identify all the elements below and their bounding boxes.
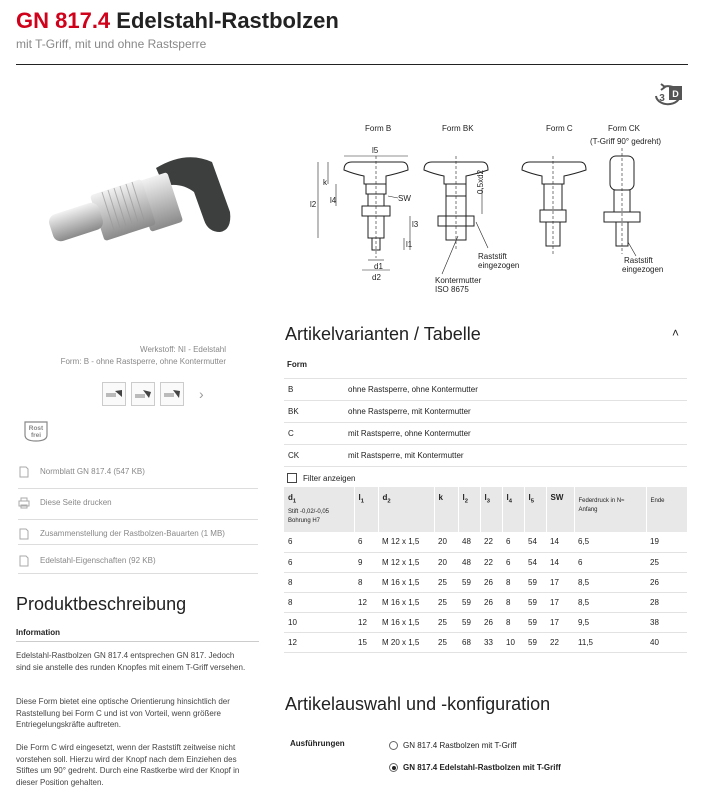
page-title <box>16 8 339 34</box>
table-cell: 11,5 <box>574 632 646 652</box>
product-name: Edelstahl-Rastbolzen <box>116 8 339 33</box>
table-cell: 59 <box>524 592 546 612</box>
column-header[interactable] <box>524 487 546 532</box>
description-paragraph-2: Diese Form bietet eine optische Orientierung hinsichtlich der Raststellung bei Form C und ist von Vorteil, wenn größere Entriegelungskräfte auftreten. <box>16 697 230 729</box>
form-table-body <box>284 379 687 467</box>
table-cell: 14 <box>546 552 574 572</box>
table-cell: 25 <box>434 612 458 632</box>
column-symbol: l <box>528 493 531 502</box>
option-radio[interactable] <box>389 741 398 750</box>
table-cell: 25 <box>434 572 458 592</box>
product-form: Form: B - ohne Rastsperre, ohne Kontermutter <box>60 357 226 366</box>
table-cell: 8,5 <box>574 572 646 592</box>
option-radio-selected[interactable] <box>389 763 398 772</box>
filter-checkbox[interactable] <box>287 473 297 483</box>
dim-l5: l5 <box>372 146 379 155</box>
doclink-edelstahl[interactable] <box>18 545 258 574</box>
column-subscript: 2 <box>387 498 391 505</box>
doclink-label: Normblatt GN 817.4 (547 KB) <box>40 467 145 476</box>
column-subscript: 3 <box>486 498 490 505</box>
table-cell: M 16 x 1,5 <box>378 592 434 612</box>
technical-drawing <box>292 118 688 302</box>
column-subscript: 1 <box>292 498 297 505</box>
dim-l1: l1 <box>406 240 413 249</box>
table-row[interactable] <box>284 632 687 652</box>
callout-raststift-1: Raststift <box>478 252 507 261</box>
table-cell: 38 <box>646 612 687 632</box>
table-cell: 6 <box>502 552 524 572</box>
column-symbol: l <box>506 493 509 502</box>
table-cell: 54 <box>524 552 546 572</box>
table-cell: 48 <box>458 552 480 572</box>
variants-table <box>284 487 687 653</box>
table-cell: 14 <box>546 532 574 552</box>
svg-text:3: 3 <box>659 93 665 104</box>
table-cell: 59 <box>458 572 480 592</box>
table-cell: 6 <box>284 552 354 572</box>
column-symbol: d <box>288 493 293 502</box>
pdf-file-icon <box>18 466 30 478</box>
callout-eingezogen-2: eingezogen <box>622 265 664 274</box>
column-symbol: l <box>358 493 361 502</box>
column-header[interactable] <box>480 487 502 532</box>
table-cell: 26 <box>480 592 502 612</box>
column-header[interactable] <box>378 487 434 532</box>
column-header[interactable] <box>546 487 574 532</box>
option-edelstahl-rastbolzen[interactable] <box>389 763 561 772</box>
doclink-normblatt[interactable] <box>18 464 258 489</box>
table-cell: 22 <box>480 552 502 572</box>
doclink-label: Zusammenstellung der Rastbolzen-Bauarten (1 MB) <box>40 529 225 538</box>
form-row <box>284 379 687 401</box>
table-row[interactable] <box>284 592 687 612</box>
column-header[interactable] <box>354 487 378 532</box>
table-cell: 59 <box>524 572 546 592</box>
callout-kontermutter: Kontermutter <box>435 276 482 285</box>
table-row[interactable] <box>284 572 687 592</box>
thumbnail-3-image <box>162 388 182 400</box>
produktbeschreibung-heading: Produktbeschreibung <box>16 594 187 614</box>
column-header[interactable] <box>458 487 480 532</box>
callout-raststift-2: Raststift <box>624 256 653 265</box>
form-description: mit Rastsperre, mit Kontermutter <box>344 445 687 467</box>
column-header[interactable] <box>284 487 354 532</box>
3d-view-icon[interactable] <box>651 82 685 108</box>
thumbnail-2[interactable] <box>131 382 155 406</box>
table-cell: 59 <box>524 612 546 632</box>
rostfrei-text-1: Rost <box>28 425 44 432</box>
table-cell: 20 <box>434 552 458 572</box>
table-cell: M 12 x 1,5 <box>378 552 434 572</box>
artikelvarianten-heading: Artikelvarianten / Tabelle <box>285 324 481 344</box>
artikelauswahl-heading: Artikelauswahl und -konfiguration <box>285 694 551 714</box>
table-cell: 12 <box>284 632 354 652</box>
pdf-file-icon <box>18 528 30 540</box>
column-symbol: l <box>462 493 465 502</box>
thumbnail-1-image <box>104 388 124 400</box>
column-header[interactable] <box>502 487 524 532</box>
description-paragraph-3: Die Form C wird eingesetzt, wenn der Raststift zeitweise nicht vorstehen soll. Hierzu wird der Knopf nach dem Einziehen des Stiftes um 90° gedreht. Durch eine Rastkerbe wird der Knopf in dieser Position gehalten. <box>16 743 240 787</box>
product-code: GN 817.4 <box>16 8 111 33</box>
column-subscript: 2 <box>464 498 468 505</box>
table-cell: 17 <box>546 572 574 592</box>
table-cell: M 20 x 1,5 <box>378 632 434 652</box>
option-label: GN 817.4 Rastbolzen mit T-Griff <box>403 741 517 750</box>
product-material: Werkstoff: NI - Edelstahl <box>140 345 226 354</box>
table-cell: 8,5 <box>574 592 646 612</box>
table-cell: 6 <box>502 532 524 552</box>
svg-text:D: D <box>672 89 679 99</box>
table-cell: 26 <box>480 572 502 592</box>
form-row <box>284 423 687 445</box>
table-cell: 8 <box>284 592 354 612</box>
table-cell: 54 <box>524 532 546 552</box>
table-cell: 8 <box>284 572 354 592</box>
table-cell: 10 <box>502 632 524 652</box>
table-cell: 25 <box>434 632 458 652</box>
table-cell: 6 <box>354 532 378 552</box>
table-cell: 6 <box>284 532 354 552</box>
doclink-print[interactable] <box>18 489 258 520</box>
description-paragraph-1: Edelstahl-Rastbolzen GN 817.4 entsprechen GN 817. Jedoch sind sie anstelle des runden Knopfes mit einem T-Griff versehen. <box>16 651 246 672</box>
table-cell: M 16 x 1,5 <box>378 612 434 632</box>
column-subscript: 1 <box>360 498 364 505</box>
table-cell: 59 <box>524 632 546 652</box>
form-code: BK <box>284 401 344 423</box>
form-description: ohne Rastsperre, ohne Kontermutter <box>344 379 687 401</box>
table-cell: 9 <box>354 552 378 572</box>
form-description: mit Rastsperre, ohne Kontermutter <box>344 423 687 445</box>
column-note: Federdruck in N≈ Anfang <box>578 498 625 513</box>
drawing-label-form-ck: Form CK <box>608 124 640 133</box>
doclink-label: Edelstahl-Eigenschaften (92 KB) <box>40 556 156 565</box>
form-column-header: Form <box>287 360 307 369</box>
table-cell: 17 <box>546 592 574 612</box>
callout-eingezogen-1: eingezogen <box>478 261 520 270</box>
filter-label: Filter anzeigen <box>303 473 356 483</box>
column-subscript: 4 <box>508 498 512 505</box>
form-row <box>284 401 687 423</box>
drawing-label-form-c: Form C <box>546 124 573 133</box>
thumbnail-strip <box>102 382 204 406</box>
table-cell: 59 <box>458 612 480 632</box>
option-label: GN 817.4 Edelstahl-Rastbolzen mit T-Griff <box>403 763 561 772</box>
thumbnail-next-chevron-icon[interactable]: › <box>199 386 204 402</box>
thumbnail-1[interactable] <box>102 382 126 406</box>
table-cell: 68 <box>458 632 480 652</box>
doclink-label: Diese Seite drucken <box>40 498 112 507</box>
form-description: ohne Rastsperre, mit Kontermutter <box>344 401 687 423</box>
column-note: Ende <box>650 498 665 504</box>
variants-table-header <box>284 487 687 532</box>
dim-half-d2: 0,5xd2 <box>476 169 485 194</box>
table-cell: 8 <box>502 612 524 632</box>
dim-sw: SW <box>398 194 411 203</box>
header-divider <box>16 64 688 65</box>
table-cell: 48 <box>458 532 480 552</box>
table-cell: 26 <box>646 572 687 592</box>
table-cell: 25 <box>434 592 458 612</box>
callout-iso: ISO 8675 <box>435 285 469 294</box>
column-symbol: l <box>484 493 487 502</box>
table-cell: M 16 x 1,5 <box>378 572 434 592</box>
table-cell: 28 <box>646 592 687 612</box>
rostfrei-text-2: frei <box>30 432 42 439</box>
dim-l2: l2 <box>310 200 317 209</box>
table-cell: 8 <box>354 572 378 592</box>
dim-d1: d1 <box>374 262 383 271</box>
form-code: CK <box>284 445 344 467</box>
variants-table-body <box>284 532 687 652</box>
table-cell: 26 <box>480 612 502 632</box>
form-row <box>284 445 687 467</box>
column-symbol: SW <box>550 493 564 502</box>
page-header <box>16 8 339 51</box>
table-cell: 25 <box>646 552 687 572</box>
rostfrei-stainless-icon <box>22 419 50 443</box>
table-cell: 6 <box>574 552 646 572</box>
table-cell: 15 <box>354 632 378 652</box>
table-cell: 12 <box>354 612 378 632</box>
drawing-label-form-bk: Form BK <box>442 124 474 133</box>
table-row[interactable] <box>284 612 687 632</box>
table-cell: 10 <box>284 612 354 632</box>
table-cell: M 12 x 1,5 <box>378 532 434 552</box>
table-cell: 17 <box>546 612 574 632</box>
table-cell: 6,5 <box>574 532 646 552</box>
table-cell: 22 <box>480 532 502 552</box>
column-header[interactable] <box>434 487 458 532</box>
column-note: Stift -0,02/-0,05 Bohrung H7 <box>288 509 330 525</box>
option-rastbolzen[interactable] <box>389 741 517 750</box>
form-table <box>284 378 687 467</box>
form-code: C <box>284 423 344 445</box>
column-subscript: 5 <box>530 498 534 505</box>
collapse-chevron-icon[interactable]: ˄ <box>672 326 680 340</box>
column-symbol: k <box>438 493 443 502</box>
column-header[interactable] <box>574 487 646 532</box>
table-cell: 8 <box>502 572 524 592</box>
table-cell: 9,5 <box>574 612 646 632</box>
dim-k: k <box>323 178 327 187</box>
dim-l3: l3 <box>412 220 419 229</box>
printer-icon <box>18 497 30 509</box>
doclink-zusammenstellung[interactable] <box>18 520 258 545</box>
drawing-ck-note: (T-Griff 90° gedreht) <box>590 137 662 146</box>
thumbnail-3[interactable] <box>160 382 184 406</box>
document-links <box>18 464 258 574</box>
drawing-label-form-b: Form B <box>365 124 392 133</box>
ausfuehrungen-label: Ausführungen <box>290 739 345 748</box>
table-row[interactable] <box>284 532 687 552</box>
product-photo <box>36 140 242 260</box>
table-cell: 40 <box>646 632 687 652</box>
table-cell: 59 <box>458 592 480 612</box>
pdf-file-icon <box>18 555 30 567</box>
table-cell: 19 <box>646 532 687 552</box>
table-cell: 8 <box>502 592 524 612</box>
column-header[interactable] <box>646 487 687 532</box>
table-cell: 12 <box>354 592 378 612</box>
table-cell: 33 <box>480 632 502 652</box>
information-label: Information <box>16 628 60 637</box>
filter-toggle[interactable] <box>287 473 355 483</box>
column-symbol: d <box>382 493 388 502</box>
page-subtitle: mit T-Griff, mit und ohne Rastsperre <box>16 37 207 51</box>
thumbnail-2-image <box>133 388 153 400</box>
table-cell: 22 <box>546 632 574 652</box>
dim-l4: l4 <box>330 196 337 205</box>
table-row[interactable] <box>284 552 687 572</box>
information-divider <box>16 641 259 642</box>
table-cell: 20 <box>434 532 458 552</box>
form-code: B <box>284 379 344 401</box>
dim-d2: d2 <box>372 273 381 282</box>
